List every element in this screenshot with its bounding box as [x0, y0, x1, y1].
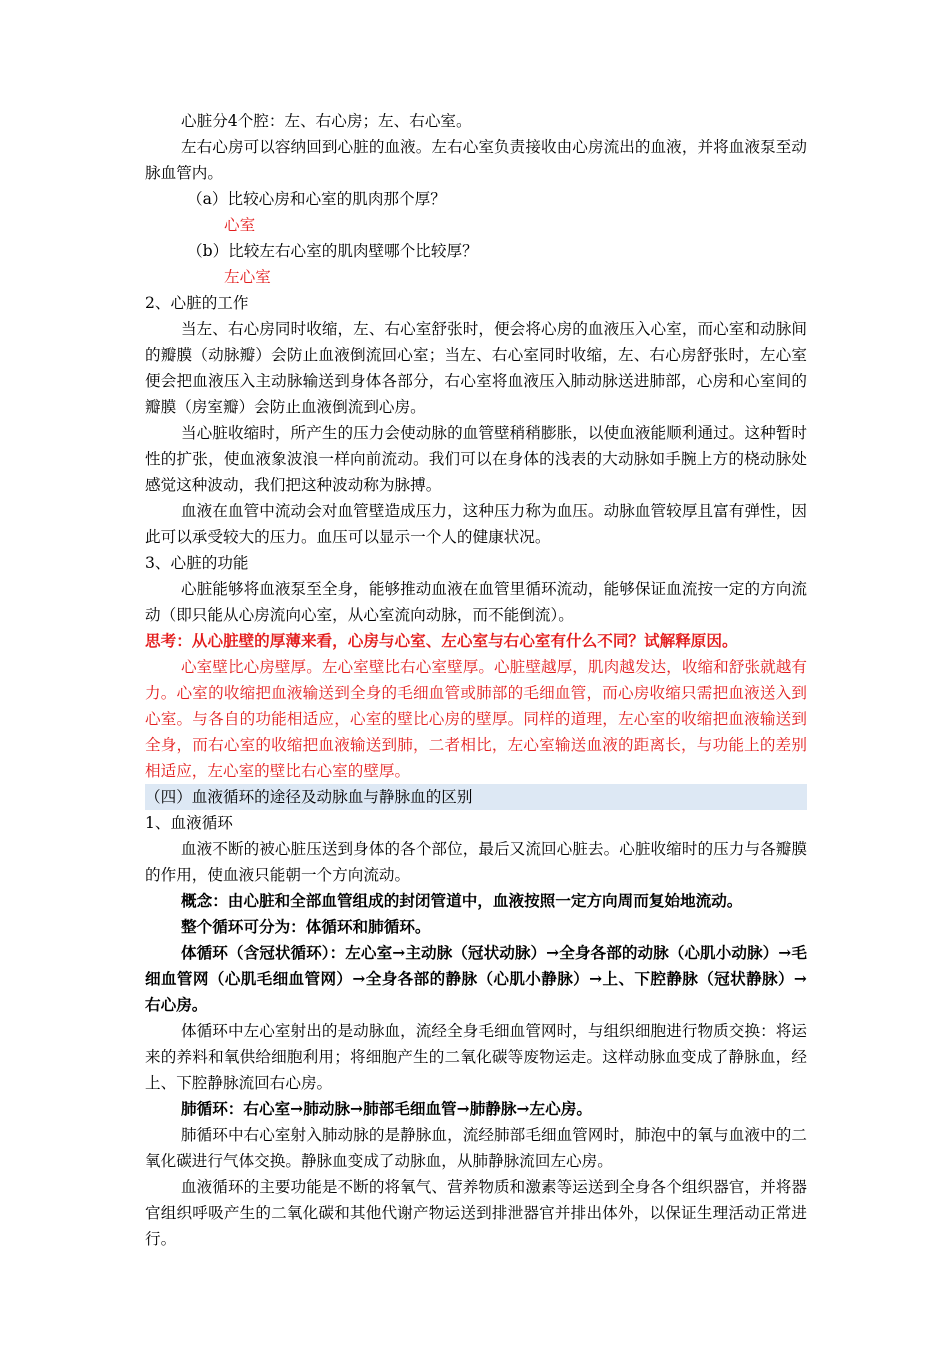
answer-a: 心室 [224, 216, 256, 234]
paragraph: 左右心房可以容纳回到心脏的血液。左右心室负责接收由心房流出的血液，并将血液泵至动脉血管内。 [145, 138, 807, 182]
paragraph: 心脏能够将血液泵至全身，能够推动血液在血管里循环流动，能够保证血流按一定的方向流动（即只能从心房流向心室，从心室流向动脉，而不能倒流）。 [145, 580, 807, 624]
section-heading: 1、血液循环 [145, 814, 233, 832]
pulmonary-circulation-path: 肺循环：右心室→肺动脉→肺部毛细血管→肺静脉→左心房。 [181, 1099, 592, 1118]
question-b: （b）比较左右心室的肌肉壁哪个比较厚？ [187, 242, 478, 260]
paragraph: 血液不断的被心脏压送到身体的各个部位，最后又流回心脏去。心脏收缩时的压力与各瓣膜的作用，使血液只能朝一个方向流动。 [145, 840, 807, 884]
paragraph: 心脏分4个腔：左、右心房；左、右心室。 [181, 112, 472, 130]
answer-b: 左心室 [224, 268, 271, 286]
concept-definition: 概念：由心脏和全部血管组成的封闭管道中，血液按照一定方向周而复始地流动。 [181, 891, 743, 910]
circulation-types: 整个循环可分为：体循环和肺循环。 [181, 917, 431, 936]
paragraph: 血液在血管中流动会对血管壁造成压力，这种压力称为血压。动脉血管较厚且富有弹性，因此可以承受较大的压力。血压可以显示一个人的健康状况。 [145, 502, 807, 546]
paragraph: 体循环中左心室射出的是动脉血，流经全身毛细血管网时，与组织细胞进行物质交换：将运来的养料和氧供给细胞利用；将细胞产生的二氧化碳等废物运走。这样动脉血变成了静脉血，经上、下腔静脉流回右心房。 [145, 1022, 807, 1092]
paragraph: 当心脏收缩时，所产生的压力会使动脉的血管壁稍稍膨胀，以使血液能顺利通过。这种暂时性的扩张，使血液象波浪一样向前流动。我们可以在身体的浅表的大动脉如手腕上方的桡动脉处感觉这种波动，我们把这种波动称为脉搏。 [145, 424, 807, 494]
thinking-question: 思考：从心脏壁的厚薄来看，心房与心室、左心室与右心室有什么不同？试解释原因。 [145, 631, 738, 650]
document-page [145, 108, 807, 1252]
section-heading: 2、心脏的工作 [145, 294, 249, 312]
question-a: （a）比较心房和心室的肌肉那个厚？ [187, 190, 446, 208]
thinking-answer: 心室壁比心房壁厚。左心室壁比右心室壁厚。心脏壁越厚，肌肉越发达，收缩和舒张就越有力。心室的收缩把血液输送到全身的毛细血管或肺部的毛细血管，而心房收缩只需把血液送入到心室。与各自的功能相适应，心室的壁比心房的壁厚。同样的道理，左心室的收缩把血液输送到全身，而右心室的收缩把血液输送到肺，二者相比，左心室输送血液的距离长，与功能上的差别相适应，左心室的壁比右心室的壁厚。 [145, 658, 807, 780]
paragraph: 血液循环的主要功能是不断的将氧气、营养物质和激素等运送到全身各个组织器官，并将器官组织呼吸产生的二氧化碳和其他代谢产物运送到排泄器官并排出体外，以保证生理活动正常进行。 [145, 1178, 807, 1248]
systemic-circulation-path: 体循环（含冠状循环）：左心室→主动脉（冠状动脉）→全身各部的动脉（心肌小动脉）→毛细血管网（心肌毛细血管网）→全身各部的静脉（心肌小静脉）→上、下腔静脉（冠状静脉）→右心房。 [145, 943, 807, 1014]
paragraph: 肺循环中右心室射入肺动脉的是静脉血，流经肺部毛细血管网时，肺泡中的氧与血液中的二氧化碳进行气体交换。静脉血变成了动脉血，从肺静脉流回左心房。 [145, 1126, 807, 1170]
paragraph: 当左、右心房同时收缩，左、右心室舒张时，便会将心房的血液压入心室，而心室和动脉间的瓣膜（动脉瓣）会防止血液倒流回心室；当左、右心室同时收缩，左、右心房舒张时，左心室便会把血液压入主动脉输送到身体各部分，右心室将血液压入肺动脉送进肺部，心房和心室间的瓣膜（房室瓣）会防止血液倒流到心房。 [145, 320, 807, 416]
section-heading: 3、心脏的功能 [145, 554, 249, 572]
chapter-heading: （四）血液循环的途径及动脉血与静脉血的区别 [145, 784, 807, 810]
